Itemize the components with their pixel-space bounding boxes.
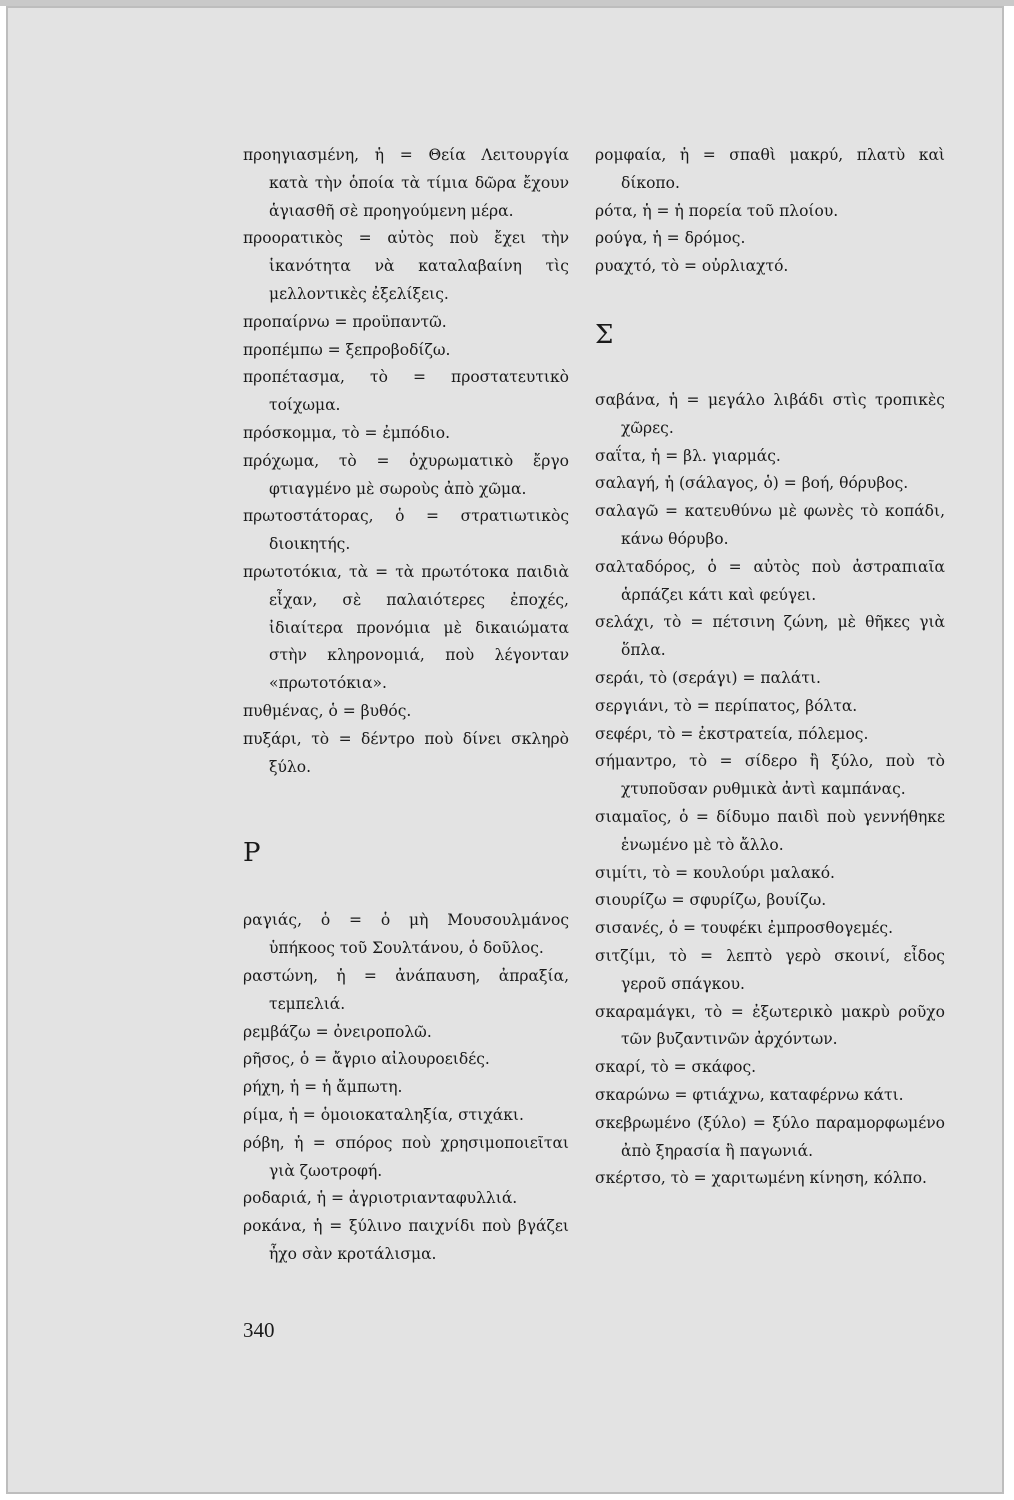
glossary-entry: σιουρίζω = σφυρίζω, βουίζω. bbox=[595, 891, 827, 910]
glossary-entry: σελάχι, τὸ = πέτσινη ζώνη, μὲ θῆκες γιὰ ὅπλα. bbox=[595, 613, 945, 660]
glossary-entry: σκαρώνω = φτιάχνω, καταφέρνω κάτι. bbox=[595, 1085, 904, 1104]
glossary-entry: σαλαγῶ = κατευθύνω μὲ φωνὲς τὸ κοπάδι, κάνω θόρυβο. bbox=[595, 502, 945, 548]
glossary-entry: σκέρτσο, τὸ = χαριτωμένη κίνηση, κόλπο. bbox=[595, 1169, 927, 1188]
glossary-entry: ροδαριά, ἡ = ἀγριοτριανταφυλλιά. bbox=[243, 1189, 518, 1208]
glossary-entry: σεργιάνι, τὸ = περίπατος, βόλτα. bbox=[595, 696, 858, 715]
glossary-entry: πυθμένας, ὁ = βυθός. bbox=[243, 701, 412, 720]
glossary-entry: ρόβη, ἡ = σπόρος ποὺ χρησιμοποιεῖται γιὰ ζωοτροφή. bbox=[243, 1133, 569, 1180]
glossary-entry: σήμαντρο, τὸ = σίδερο ἢ ξύλο, ποὺ τὸ χτυποῦσαν ρυθμικὰ ἀντὶ καμπάνας. bbox=[595, 752, 945, 799]
glossary-entry: ρότα, ἡ = ἡ πορεία τοῦ πλοίου. bbox=[595, 201, 839, 220]
glossary-entry: ροκάνα, ἡ = ξύλινο παιχνίδι ποὺ βγάζει ἦχο σὰν κροτάλισμα. bbox=[243, 1217, 569, 1263]
glossary-entry: σκεβρωμένο (ξύλο) = ξύλο παραμορφωμένο ἀπὸ ξηρασία ἢ παγωνιά. bbox=[595, 1113, 945, 1160]
glossary-entry: ρούγα, ἡ = δρόμος. bbox=[595, 229, 746, 248]
glossary-entry: προπέμπω = ξεπροβοδίζω. bbox=[243, 340, 451, 359]
glossary-entry: προπαίρνω = προϋπαντῶ. bbox=[243, 312, 447, 331]
page-number: 340 bbox=[243, 1318, 275, 1342]
glossary-entry: πρωτοστάτορας, ὁ = στρατιωτικὸς διοικητής. bbox=[243, 507, 569, 554]
glossary-entry: ραγιάς, ὁ = ὁ μὴ Μουσουλμάνος ὑπήκοος τοῦ Σουλτάνου, ὁ δοῦλος. bbox=[243, 911, 569, 958]
right-column bbox=[595, 142, 945, 1193]
glossary-entry: προορατικὸς = αὐτὸς ποὺ ἔχει τὴν ἱκανότητα νὰ καταλαβαίνη τὶς μελλοντικὲς ἐξελίξεις. bbox=[243, 229, 569, 303]
glossary-entry: ρῆσος, ὁ = ἄγριο αἰλουροειδές. bbox=[243, 1050, 490, 1069]
glossary-entry: ρεμβάζω = ὀνειροπολῶ. bbox=[243, 1022, 432, 1041]
glossary-entry: σαλταδόρος, ὁ = αὐτὸς ποὺ ἀστραπιαῖα ἁρπάζει κάτι καὶ φεύγει. bbox=[595, 557, 945, 604]
glossary-entry: σαΐτα, ἡ = βλ. γιαρμάς. bbox=[595, 446, 781, 465]
glossary-entry: σιτζίμι, τὸ = λεπτὸ γερὸ σκοινί, εἶδος γεροῦ σπάγκου. bbox=[595, 946, 945, 993]
glossary-entry: προηγιασμένη, ἡ = Θεία Λειτουργία κατὰ τὴν ὁποία τὰ τίμια δῶρα ἔχουν ἁγιασθῆ σὲ προηγούμενη μέρα. bbox=[243, 146, 569, 220]
glossary-entry: πυξάρι, τὸ = δέντρο ποὺ δίνει σκληρὸ ξύλο. bbox=[243, 729, 569, 776]
glossary-entry: ρυαχτό, τὸ = οὐρλιαχτό. bbox=[595, 257, 789, 276]
glossary-entry: σεράι, τὸ (σεράγι) = παλάτι. bbox=[595, 668, 821, 687]
glossary-entry: σαλαγή, ἡ (σάλαγος, ὁ) = βοή, θόρυβος. bbox=[595, 474, 909, 493]
glossary-entry: πρόχωμα, τὸ = ὀχυρωματικὸ ἔργο φτιαγμένο μὲ σωροὺς ἀπὸ χῶμα. bbox=[243, 451, 569, 498]
section-letter-sigma: Σ bbox=[595, 319, 614, 350]
section-letter-rho: Ρ bbox=[243, 838, 261, 869]
glossary-entry: σαβάνα, ἡ = μεγάλο λιβάδι στὶς τροπικὲς χῶρες. bbox=[595, 390, 945, 437]
glossary-entry: πρόσκομμα, τὸ = ἐμπόδιο. bbox=[243, 423, 451, 442]
glossary-entry: σκαραμάγκι, τὸ = ἐξωτερικὸ μακρὺ ροῦχο τῶν βυζαντινῶν ἀρχόντων. bbox=[595, 1002, 945, 1049]
left-column bbox=[243, 142, 569, 1269]
glossary-entry: ρίμα, ἡ = ὁμοιοκαταληξία, στιχάκι. bbox=[243, 1105, 524, 1124]
glossary-entry: ρήχη, ἡ = ἡ ἄμπωτη. bbox=[243, 1078, 403, 1097]
glossary-entry: σιμίτι, τὸ = κουλούρι μαλακό. bbox=[595, 863, 835, 882]
glossary-entry: ρομφαία, ἡ = σπαθὶ μακρύ, πλατὺ καὶ δίκοπο. bbox=[595, 146, 945, 192]
glossary-entry: σιαμαῖος, ὁ = δίδυμο παιδὶ ποὺ γεννήθηκε ἑνωμένο μὲ τὸ ἄλλο. bbox=[595, 807, 945, 854]
glossary-entry: σκαρί, τὸ = σκάφος. bbox=[595, 1058, 757, 1077]
glossary-entry: πρωτοτόκια, τὰ = τὰ πρωτότοκα παιδιὰ εἶχαν, σὲ παλαιότερες ἐποχές, ἰδιαίτερα προνόμια μὲ δικαιώματα στὴν κληρονομιά, ποὺ λέγονταν «πρωτοτόκια». bbox=[243, 562, 569, 693]
glossary-entry: σεφέρι, τὸ = ἐκστρατεία, πόλεμος. bbox=[595, 724, 869, 743]
glossary-entry: σισανές, ὁ = τουφέκι ἐμπροσθογεμές. bbox=[595, 919, 894, 938]
glossary-entry: ραστώνη, ἡ = ἀνάπαυση, ἀπραξία, τεμπελιά. bbox=[243, 966, 569, 1013]
glossary-entry: προπέτασμα, τὸ = προστατευτικὸ τοίχωμα. bbox=[243, 368, 569, 415]
